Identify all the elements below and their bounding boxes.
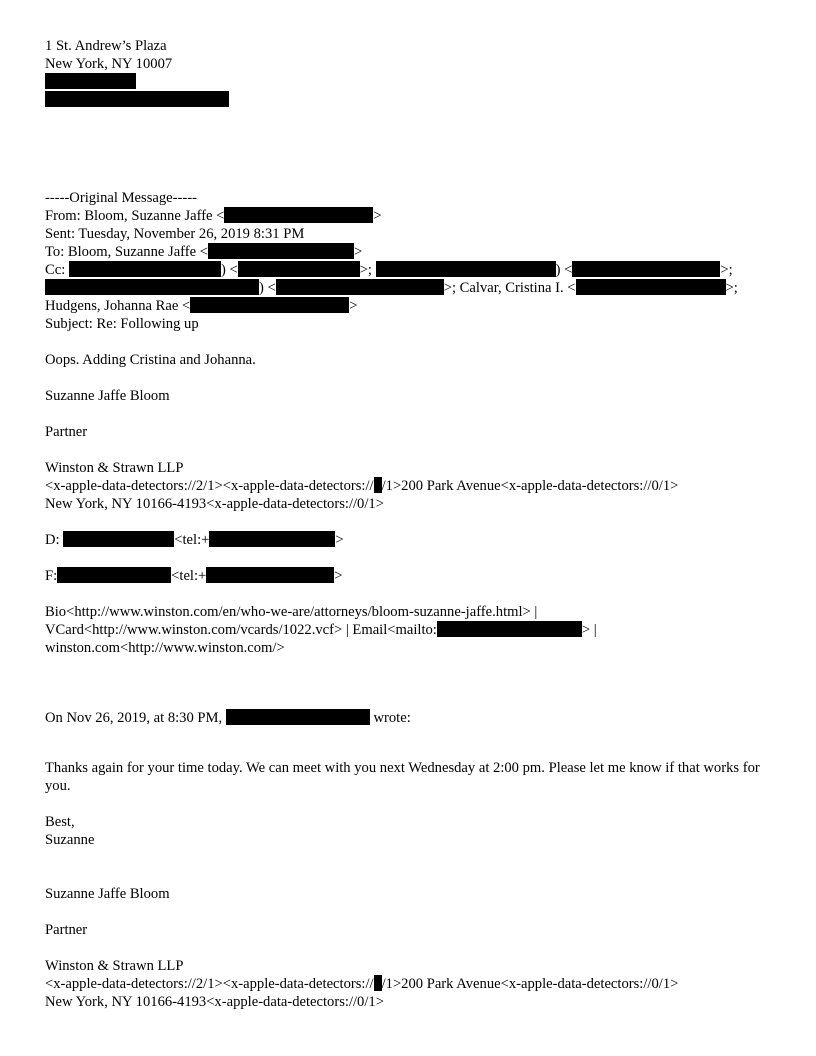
signature-address-1 [45, 477, 785, 495]
redacted-line [45, 91, 785, 109]
redaction-block [190, 297, 349, 313]
cc-separator: >; [725, 280, 738, 296]
redaction-block [57, 567, 171, 583]
to-label: To: Bloom, Suzanne Jaffe < [45, 244, 208, 260]
signature-address-1 [45, 975, 785, 993]
quoted-sender: Suzanne [45, 832, 95, 848]
cc-line-3 [45, 297, 785, 315]
address-part: <x-apple-data-detectors://2/1><x-apple-data-detectors:// [45, 478, 374, 494]
redaction-block [206, 567, 334, 583]
address-part: /1>200 Park Avenue<x-apple-data-detectors://0/1> [381, 478, 679, 494]
redacted-line [45, 73, 785, 91]
address-line-2: New York, NY 10007 [45, 56, 173, 72]
redaction-block [209, 531, 335, 547]
redaction-block [238, 261, 360, 277]
quoted-closing: Best, [45, 814, 75, 830]
cc-label: Cc: [45, 262, 66, 278]
direct-phone-line [45, 531, 785, 549]
tel-close: > [334, 568, 343, 584]
fax-label: F: [45, 568, 58, 584]
redaction-block [208, 243, 354, 259]
redaction-block [572, 261, 720, 277]
address-part: /1>200 Park Avenue<x-apple-data-detectors://0/1> [381, 976, 679, 992]
tel-prefix: <tel:+ [171, 568, 207, 584]
redaction-block [576, 279, 726, 295]
signature-name: Suzanne Jaffe Bloom [45, 388, 170, 404]
signature-name: Suzanne Jaffe Bloom [45, 886, 170, 902]
tel-close: > [335, 532, 344, 548]
redaction-block [226, 709, 370, 725]
cc-line-2 [45, 279, 785, 297]
redaction-block [276, 279, 444, 295]
from-label: From: Bloom, Suzanne Jaffe < [45, 208, 225, 224]
cc-separator: >; [359, 262, 372, 278]
redaction-block [63, 531, 174, 547]
body-text: Oops. Adding Cristina and Johanna. [45, 352, 256, 368]
address-line-1: 1 St. Andrew’s Plaza [45, 38, 167, 54]
signature-title: Partner [45, 424, 88, 440]
redaction-block [437, 621, 582, 637]
cc-calvar: >; Calvar, Cristina I. < [443, 280, 576, 296]
cc-separator: ) < [220, 262, 238, 278]
redaction-block [376, 261, 556, 277]
from-line [45, 207, 785, 225]
tel-prefix: <tel:+ [174, 532, 210, 548]
vcard-email-line [45, 621, 785, 639]
redaction-block [224, 207, 373, 223]
email-close: > | [581, 622, 597, 638]
vcard-email-text: VCard<http://www.winston.com/vcards/1022.vcf> | Email<mailto: [45, 622, 437, 638]
quoted-body: Thanks again for your time today. We can meet with you next Wednesday at 2:00 pm. Please let me know if that works for you. [45, 760, 760, 794]
redaction-block [45, 91, 229, 107]
redaction-block [374, 477, 382, 493]
signature-address-2: New York, NY 10166-4193<x-apple-data-detectors://0/1> [45, 496, 384, 512]
redaction-block [45, 73, 136, 89]
redaction-block [69, 261, 221, 277]
subject-line: Subject: Re: Following up [45, 316, 199, 332]
to-close: > [353, 244, 363, 260]
signature-title: Partner [45, 922, 88, 938]
cc-close: > [349, 298, 358, 314]
signature-address-2: New York, NY 10166-4193<x-apple-data-detectors://0/1> [45, 994, 384, 1010]
redaction-block [45, 279, 259, 295]
cc-line-1 [45, 261, 785, 279]
from-close: > [373, 208, 382, 224]
redaction-block [374, 975, 382, 991]
cc-separator: >; [720, 262, 733, 278]
cc-separator: ) < [259, 280, 276, 296]
sent-line: Sent: Tuesday, November 26, 2019 8:31 PM [45, 226, 305, 242]
bio-link-line: Bio<http://www.winston.com/en/who-we-are/attorneys/bloom-suzanne-jaffe.html> | [45, 604, 538, 620]
fax-phone-line [45, 567, 785, 585]
signature-firm: Winston & Strawn LLP [45, 460, 184, 476]
quoted-intro-date: On Nov 26, 2019, at 8:30 PM, [45, 710, 223, 726]
website-line: winston.com<http://www.winston.com/> [45, 640, 285, 656]
original-message-divider: -----Original Message----- [45, 190, 197, 206]
email-document [45, 37, 785, 1011]
quoted-intro [45, 709, 785, 727]
direct-label: D: [45, 532, 60, 548]
to-line [45, 243, 785, 261]
cc-hudgens: Hudgens, Johanna Rae < [45, 298, 191, 314]
cc-separator: ) < [555, 262, 573, 278]
address-part: <x-apple-data-detectors://2/1><x-apple-data-detectors:// [45, 976, 374, 992]
quoted-intro-wrote: wrote: [373, 710, 411, 726]
signature-firm: Winston & Strawn LLP [45, 958, 184, 974]
